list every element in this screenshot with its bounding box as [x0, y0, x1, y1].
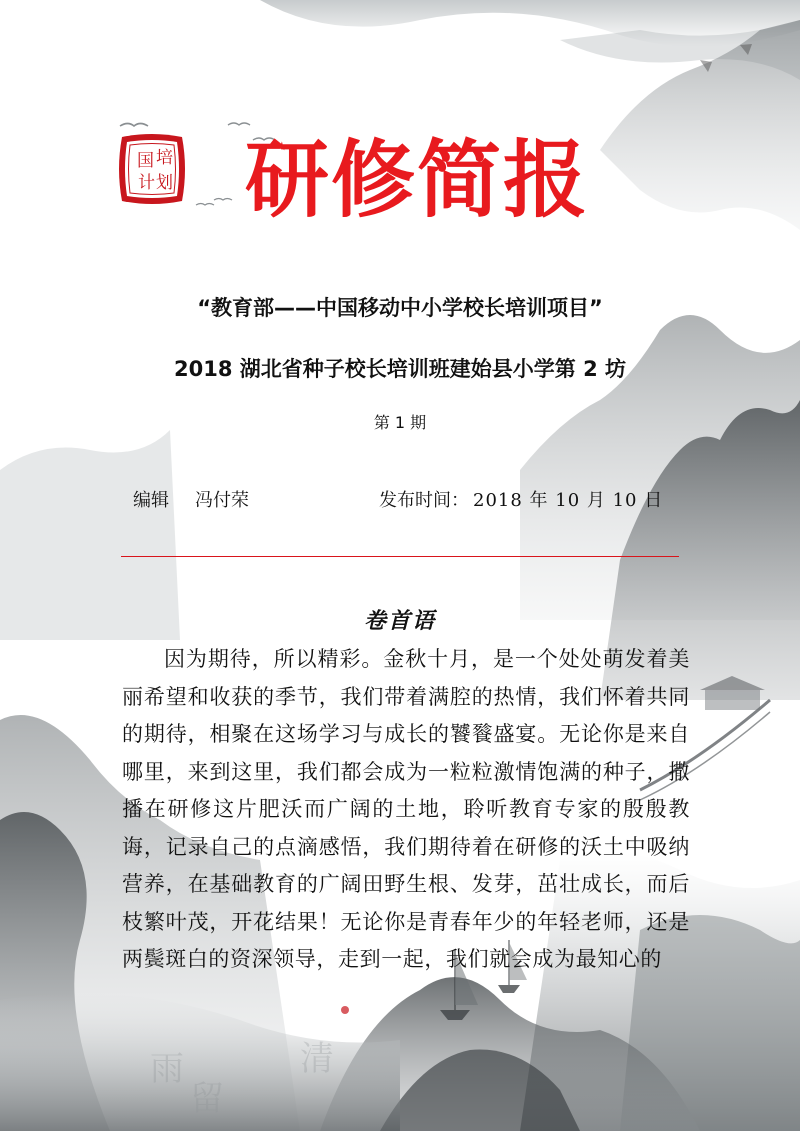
- seal-char-pei: 培: [156, 148, 173, 168]
- guopei-seal-logo: [116, 131, 188, 207]
- issue-number: 第 1 期: [373, 413, 427, 432]
- project-name: “教育部——中国移动中小学校长培训项目”: [197, 296, 603, 320]
- publish-date: 2018 年 10 月 10 日: [473, 490, 664, 511]
- editor-name: 冯付荣: [195, 490, 249, 511]
- seal-char-ji: 计: [138, 173, 155, 193]
- meta-row: [133, 486, 693, 516]
- divider-rule: [121, 556, 679, 557]
- seal-icon: [116, 131, 188, 207]
- editor-label: 编辑: [133, 490, 169, 511]
- class-name: 2018 湖北省种子校长培训班建始县小学第 2 坊: [174, 357, 626, 381]
- section-title: 卷首语: [363, 608, 436, 634]
- foreword-paragraph: 因为期待，所以精彩。金秋十月，是一个处处萌发着美丽希望和收获的季节，我们带着满腔的热情，我们怀着共同的期待，相聚在这场学习与成长的饕餮盛宴。无论你是来自哪里，来到这里，我们都会成为一粒粒激情饱满的种子，撒播在研修这片肥沃而广阔的土地，聆听教育专家的殷殷教诲，记录自己的点滴感悟，我们期待着在研修的沃土中吸纳营养，在基础教育的广阔田野生根、发芽，茁壮成长，而后枝繁叶茂，开花结果！无论你是青春年少的年轻老师，还是两鬓斑白的资深领导，走到一起，我们就会成为最知心的: [122, 647, 690, 971]
- publish-date-label: 发布时间：: [379, 490, 469, 511]
- svg-text:雨: 雨: [150, 1049, 184, 1089]
- newsletter-title: 研修简报: [245, 131, 590, 229]
- svg-text:留: 留: [190, 1079, 224, 1119]
- seal-char-hua: 划: [156, 173, 173, 193]
- seal-char-guo: 国: [137, 151, 154, 171]
- svg-text:清: 清: [300, 1039, 334, 1079]
